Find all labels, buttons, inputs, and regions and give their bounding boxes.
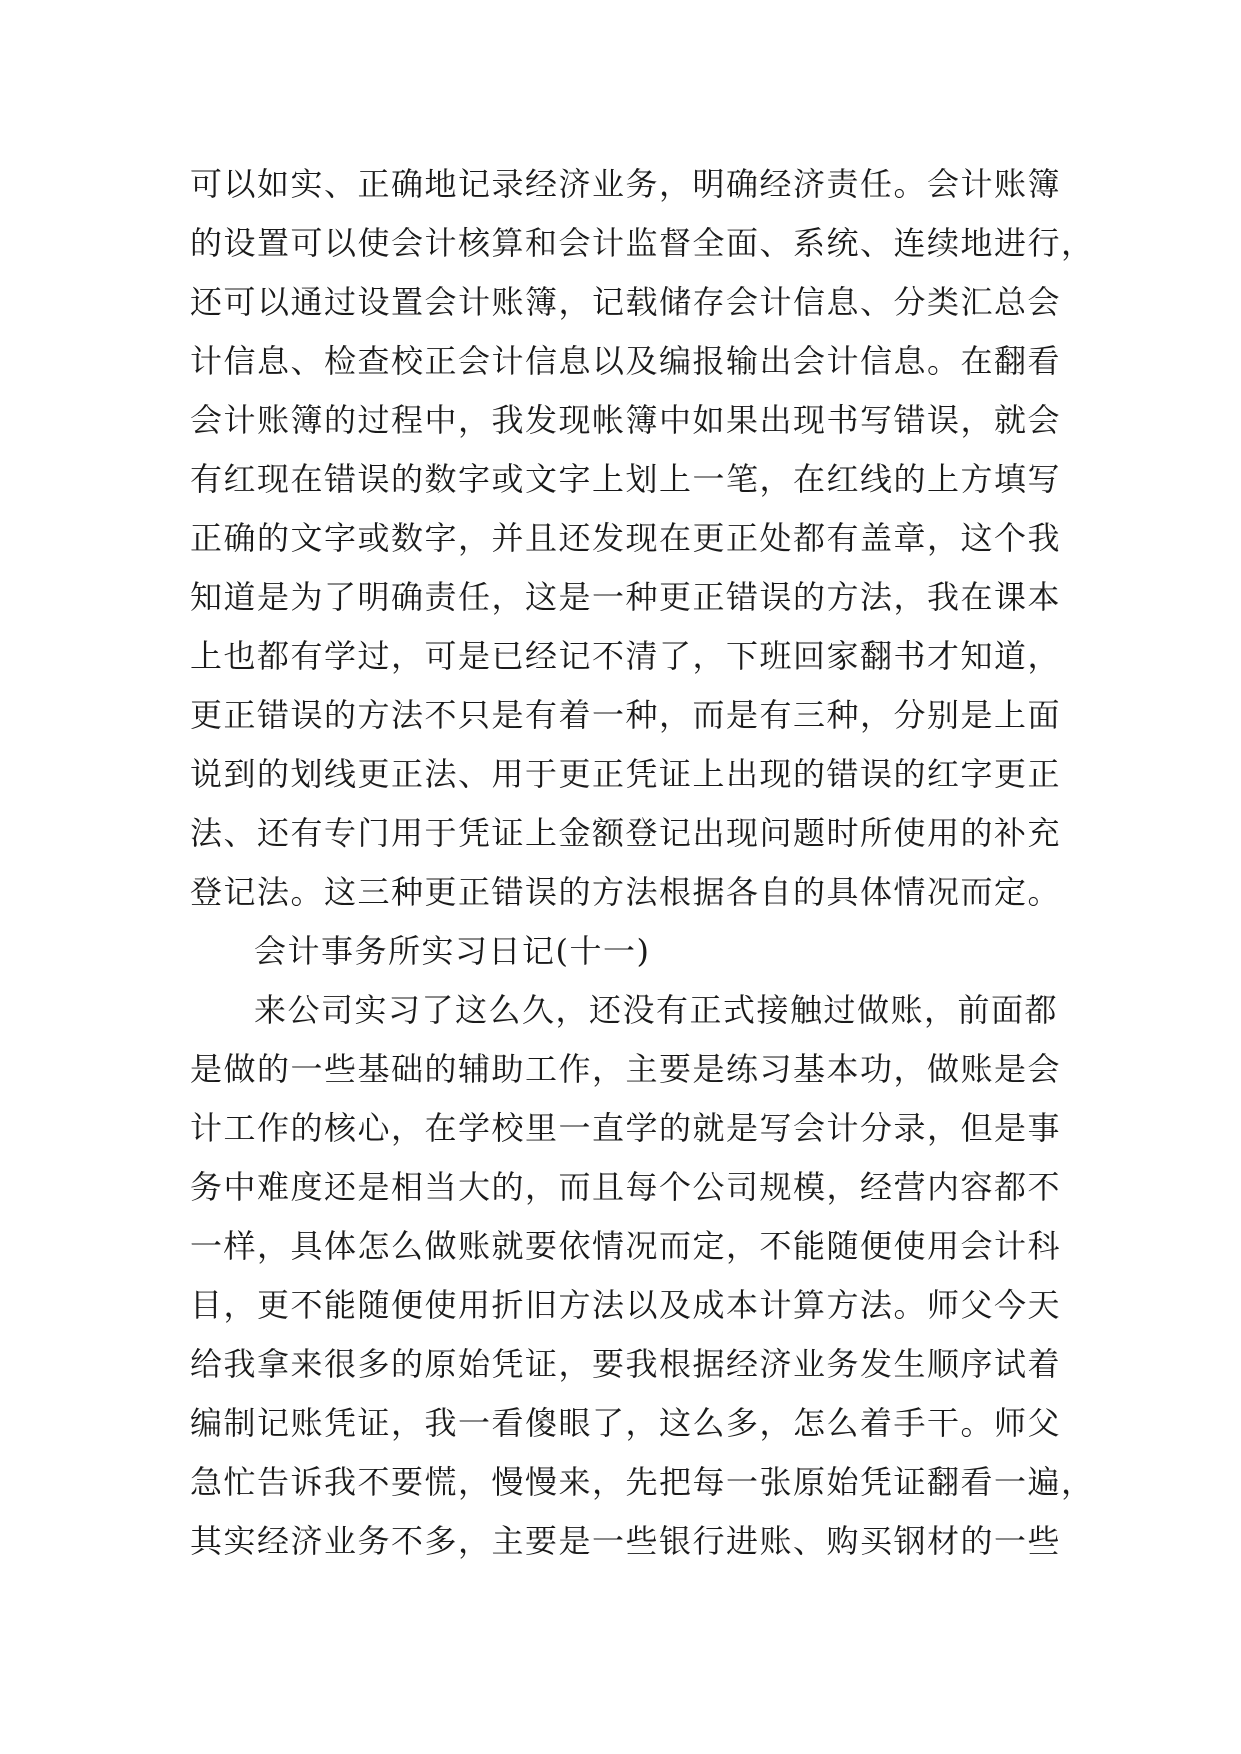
text-line: 更正错误的方法不只是有着一种，而是有三种，分别是上面 bbox=[190, 696, 1062, 734]
text-line: 计信息、检查校正会计信息以及编报输出会计信息。在翻看 bbox=[190, 342, 1062, 380]
text-line: 正确的文字或数字，并且还发现在更正处都有盖章，这个我 bbox=[190, 519, 1062, 557]
body-text bbox=[190, 155, 1095, 1571]
text-line: 说到的划线更正法、用于更正凭证上出现的错误的红字更正 bbox=[190, 755, 1062, 793]
text-line: 还可以通过设置会计账簿，记载储存会计信息、分类汇总会 bbox=[190, 283, 1062, 321]
text-line: 急忙告诉我不要慌，慢慢来，先把每一张原始凭证翻看一遍， bbox=[190, 1463, 1095, 1501]
text-line: 计工作的核心，在学校里一直学的就是写会计分录，但是事 bbox=[190, 1109, 1062, 1147]
text-line: 知道是为了明确责任，这是一种更正错误的方法，我在课本 bbox=[190, 578, 1062, 616]
text-line: 目，更不能随便使用折旧方法以及成本计算方法。师父今天 bbox=[190, 1286, 1062, 1324]
text-line: 有红现在错误的数字或文字上划上一笔，在红线的上方填写 bbox=[190, 460, 1062, 498]
text-line: 编制记账凭证，我一看傻眼了，这么多，怎么着手干。师父 bbox=[190, 1404, 1062, 1442]
section-heading: 会计事务所实习日记(十一) bbox=[254, 932, 651, 970]
text-line: 是做的一些基础的辅助工作，主要是练习基本功，做账是会 bbox=[190, 1050, 1062, 1088]
text-line: 给我拿来很多的原始凭证，要我根据经济业务发生顺序试着 bbox=[190, 1345, 1062, 1383]
text-line: 法、还有专门用于凭证上金额登记出现问题时所使用的补充 bbox=[190, 814, 1062, 852]
text-line: 务中难度还是相当大的，而且每个公司规模，经营内容都不 bbox=[190, 1168, 1062, 1206]
text-line: 上也都有学过，可是已经记不清了，下班回家翻书才知道， bbox=[190, 637, 1062, 675]
text-line: 可以如实、正确地记录经济业务，明确经济责任。会计账簿 bbox=[190, 165, 1062, 203]
text-line: 来公司实习了这么久，还没有正式接触过做账，前面都 bbox=[254, 991, 1059, 1029]
text-line: 登记法。这三种更正错误的方法根据各自的具体情况而定。 bbox=[190, 873, 1062, 911]
text-line: 的设置可以使会计核算和会计监督全面、系统、连续地进行， bbox=[190, 224, 1095, 262]
text-line: 一样，具体怎么做账就要依情况而定，不能随便使用会计科 bbox=[190, 1227, 1062, 1265]
text-line: 会计账簿的过程中，我发现帐簿中如果出现书写错误，就会 bbox=[190, 401, 1062, 439]
text-line: 其实经济业务不多，主要是一些银行进账、购买钢材的一些 bbox=[190, 1522, 1062, 1560]
